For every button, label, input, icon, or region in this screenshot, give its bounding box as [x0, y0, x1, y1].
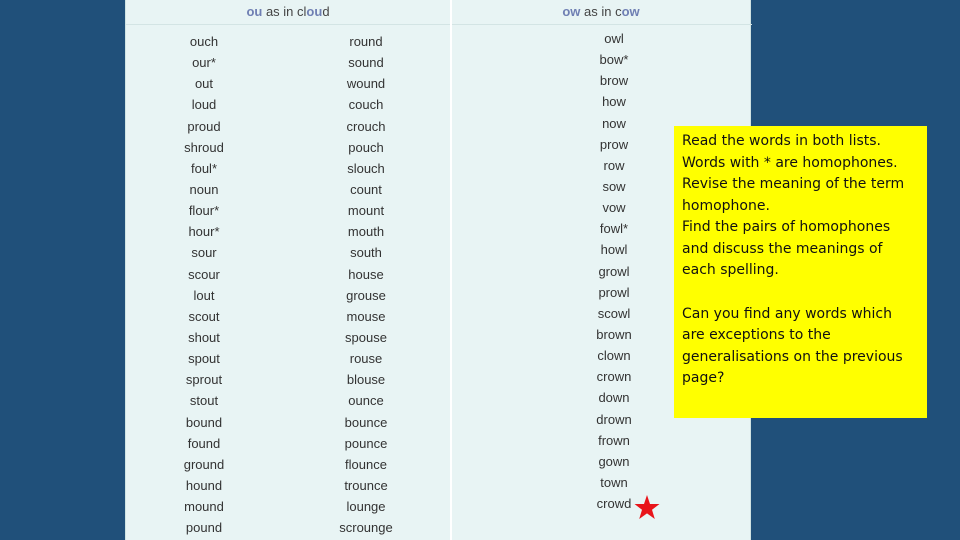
- word-item: out: [194, 76, 214, 92]
- word-item: found: [187, 435, 221, 451]
- instructions-note: [674, 126, 927, 418]
- ou-word-list-2: [318, 31, 414, 538]
- word-item: growl: [598, 263, 630, 279]
- word-item: proud: [187, 118, 221, 134]
- word-item: crouch: [346, 118, 386, 134]
- word-item: row: [603, 157, 625, 173]
- word-item: lout: [193, 287, 215, 303]
- ow-word-list: [564, 28, 664, 514]
- word-item: brown: [596, 326, 632, 342]
- word-item: our*: [192, 55, 216, 71]
- word-item: stout: [189, 393, 219, 409]
- word-item: round: [349, 34, 383, 49]
- table-header: [126, 0, 752, 25]
- word-item: house: [348, 266, 384, 282]
- word-item: sour: [191, 245, 217, 261]
- word-item: noun: [189, 181, 219, 197]
- word-item: mouth: [347, 224, 385, 240]
- word-item: now: [602, 115, 626, 131]
- word-item: hour*: [188, 224, 220, 240]
- note-line-1: Read the words in both lists.: [682, 133, 881, 149]
- word-item: frown: [598, 432, 630, 448]
- word-item: how: [602, 94, 626, 110]
- red-star-icon: [634, 494, 660, 520]
- word-item: south: [350, 245, 382, 261]
- word-item: prowl: [598, 284, 630, 300]
- word-item: couch: [348, 97, 384, 113]
- word-item: bounce: [344, 414, 388, 430]
- word-item: clown: [597, 348, 631, 364]
- word-item: spout: [188, 351, 220, 367]
- word-item: vow: [602, 200, 626, 216]
- word-item: mouse: [346, 308, 386, 324]
- word-item: mound: [184, 499, 224, 515]
- word-item: rouse: [349, 351, 383, 367]
- word-list-sheet: [125, 0, 751, 540]
- word-item: fowl*: [599, 221, 629, 237]
- note-line-5: Can you find any words which are exceptions to the generalisations on the previous page?: [682, 305, 903, 386]
- word-item: ounce: [348, 393, 384, 409]
- word-item: shroud: [184, 139, 224, 155]
- word-item: sow: [602, 178, 626, 194]
- word-item: owl: [604, 31, 624, 46]
- word-item: trounce: [344, 477, 388, 493]
- note-spacer: [682, 282, 919, 304]
- header-ow-as-in-cow: ow as in cow: [562, 4, 640, 19]
- word-item: sprout: [185, 372, 223, 388]
- word-item: wound: [346, 76, 386, 92]
- word-item: scour: [188, 266, 220, 282]
- word-item: crowd: [596, 496, 632, 512]
- word-item: bow*: [599, 52, 629, 68]
- header-ou-as-in-cloud: ou as in cloud: [246, 4, 330, 19]
- word-item: brow: [599, 73, 629, 89]
- word-item: slouch: [347, 160, 385, 176]
- word-item: hound: [185, 477, 223, 493]
- word-item: lounge: [346, 499, 386, 515]
- word-item: prow: [599, 136, 629, 152]
- note-line-2: Words with * are homophones.: [682, 154, 898, 171]
- word-item: scrounge: [339, 520, 393, 536]
- word-item: mount: [347, 203, 385, 219]
- word-item: town: [600, 474, 628, 490]
- column-divider: [450, 0, 452, 540]
- word-item: ground: [183, 456, 225, 472]
- word-item: count: [350, 181, 382, 197]
- word-item: scowl: [597, 305, 631, 321]
- ou-word-list-1: [156, 31, 252, 538]
- word-item: drown: [596, 411, 632, 427]
- word-item: sound: [348, 55, 384, 71]
- word-item: flour*: [188, 203, 220, 219]
- word-item: down: [598, 390, 630, 406]
- word-item: flounce: [345, 456, 387, 472]
- word-item: bound: [185, 414, 223, 430]
- note-line-3: Revise the meaning of the term homophone.: [682, 176, 905, 214]
- word-item: spouse: [345, 329, 387, 345]
- word-item: loud: [191, 97, 217, 113]
- word-item: grouse: [346, 287, 386, 303]
- word-item: pouch: [348, 139, 384, 155]
- word-item: ouch: [189, 34, 219, 49]
- word-item: foul*: [190, 160, 218, 176]
- word-item: gown: [598, 453, 630, 469]
- word-item: scout: [188, 308, 220, 324]
- note-line-4: Find the pairs of homophones and discuss the meanings of each spelling.: [682, 219, 891, 278]
- word-item: crown: [596, 369, 632, 385]
- word-item: howl: [600, 242, 628, 258]
- word-item: pounce: [344, 435, 388, 451]
- word-item: blouse: [346, 372, 386, 388]
- word-item: pound: [185, 520, 223, 536]
- word-item: shout: [188, 329, 220, 345]
